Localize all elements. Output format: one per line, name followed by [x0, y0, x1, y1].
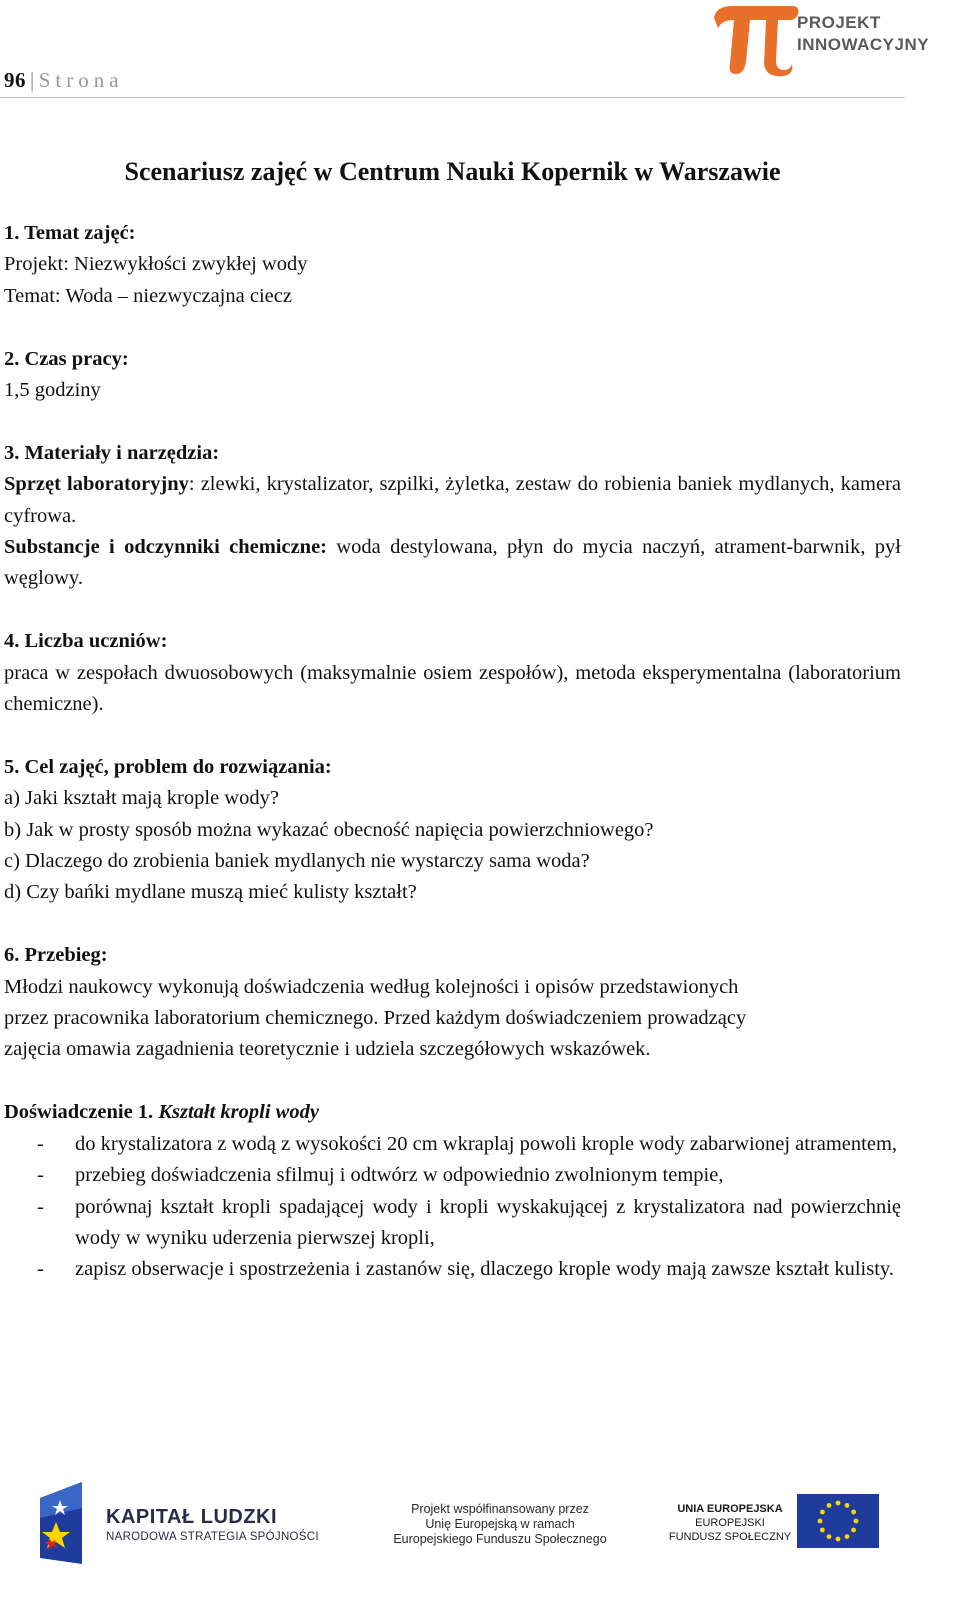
section-3-substances [4, 532, 901, 595]
section-3-equipment [4, 469, 901, 532]
header-rule [0, 97, 905, 98]
section-5-question-a: a) Jaki kształt mają krople wody? [4, 787, 279, 810]
logo-line1: PROJEKT [797, 13, 881, 32]
section-2-duration: 1,5 godziny [4, 379, 101, 402]
experiment-1-heading [4, 1097, 901, 1128]
bullet-dash: - [37, 1258, 44, 1281]
page-separator: | [30, 68, 35, 92]
list-item [4, 1192, 901, 1255]
project-logo-text [797, 12, 929, 56]
eu-line2: EUROPEJSKI [695, 1517, 765, 1529]
step-text: zapisz obserwacje i spostrzeżenia i zastanów się, dlaczego krople wody mają zawsze kształt kulisty. [75, 1258, 894, 1281]
bullet-dash: - [37, 1195, 44, 1218]
logo-line2: INNOWACYJNY [797, 35, 930, 54]
eu-line1: UNIA EUROPEJSKA [677, 1503, 783, 1515]
cofin-line2: Unię Europejską w ramach [425, 1517, 575, 1531]
page-footer [0, 1470, 960, 1602]
section-1-topic: Temat: Woda – niezwyczajna ciecz [4, 284, 292, 307]
section-5-question-c: c) Dlaczego do zrobienia baniek mydlanych nie wystarczy sama woda? [4, 850, 590, 873]
kapital-ludzki-text [106, 1506, 319, 1543]
step-text: do krystalizatora z wodą z wysokości 20 cm wkraplaj powoli krople wody zabarwionej atramentem, [75, 1132, 898, 1155]
section-4-heading: 4. Liczba uczniów: [4, 630, 168, 653]
kl-title: KAPITAŁ LUDZKI [106, 1506, 278, 1528]
document-body [4, 218, 901, 1286]
bullet-dash: - [37, 1132, 44, 1155]
step-text: porównaj kształt kropli spadającej wody i kropli wyskakującej z krystalizatora nad powierzchnię wody w wyniku uderzenia pierwszej kropli, [75, 1195, 901, 1249]
substances-text: woda destylowana, płyn do mycia naczyń, atrament-barwnik, pył węglowy. [4, 536, 901, 590]
eu-line3: FUNDUSZ SPOŁECZNY [668, 1531, 792, 1543]
section-6-line-2: przez pracownika laboratorium chemicznego. Przed każdym doświadczeniem prowadzący [4, 1007, 747, 1030]
page-number [4, 68, 124, 93]
cofin-line3: Europejskiego Funduszu Społecznego [393, 1532, 607, 1546]
section-1-heading: 1. Temat zajęć: [4, 222, 136, 244]
experiment-1-steps [4, 1129, 901, 1286]
section-3-heading: 3. Materiały i narzędzia: [4, 441, 220, 464]
step-text: przebieg doświadczenia sfilmuj i odtwórz w odpowiednio zwolnionym tempie, [75, 1164, 724, 1187]
list-item [4, 1129, 901, 1160]
eu-fund-text [668, 1502, 792, 1544]
kl-subtitle: NARODOWA STRATEGIA SPÓJNOŚCI [106, 1531, 319, 1543]
equipment-text: : zlewki, krystalizator, szpilki, żyletka, zestaw do robienia baniek mydlanych, kamera cyfrowa. [4, 473, 901, 527]
section-1-project: Projekt: Niezwykłości zwykłej wody [4, 253, 308, 276]
experiment-1-label: Doświadczenie 1. [4, 1101, 154, 1124]
section-5-question-d: d) Czy bańki mydlane muszą mieć kulisty kształt? [4, 881, 417, 904]
bullet-dash: - [37, 1164, 44, 1187]
section-5-question-b: b) Jak w prosty sposób można wykazać obecność napięcia powierzchniowego? [4, 818, 654, 841]
document-title: Scenariusz zajęć w Centrum Nauki Kopernik w Warszawie [124, 157, 781, 186]
page-header [0, 0, 960, 100]
substances-label: Substancje i odczynniki chemiczne: [4, 536, 327, 559]
page-number-value: 96 [4, 68, 26, 92]
page-word: Strona [38, 68, 124, 92]
equipment-label: Sprzęt laboratoryjny [4, 473, 189, 496]
section-6-heading: 6. Przebieg: [4, 944, 108, 967]
experiment-1-title: Kształt kropli wody [158, 1101, 319, 1124]
cofin-line1: Projekt współfinansowany przez [411, 1502, 589, 1516]
kapital-ludzki-logo-icon [30, 1478, 100, 1568]
list-item [4, 1160, 901, 1191]
section-6-line-1: Młodzi naukowcy wykonują doświadczenia według kolejności i opisów przedstawionych [4, 975, 739, 998]
section-6-line-3: zajęcia omawia zagadnienia teoretycznie i udziela szczegółowych wskazówek. [4, 1038, 651, 1061]
section-5-heading: 5. Cel zajęć, problem do rozwiązania: [4, 755, 332, 778]
section-2-heading: 2. Czas pracy: [4, 347, 129, 370]
section-4-text: praca w zespołach dwuosobowych (maksymalnie osiem zespołów), metoda eksperymentalna (laboratorium chemiczne). [4, 661, 901, 716]
list-item [4, 1254, 901, 1285]
cofinancing-note [380, 1502, 620, 1547]
eu-flag-icon [797, 1494, 879, 1548]
